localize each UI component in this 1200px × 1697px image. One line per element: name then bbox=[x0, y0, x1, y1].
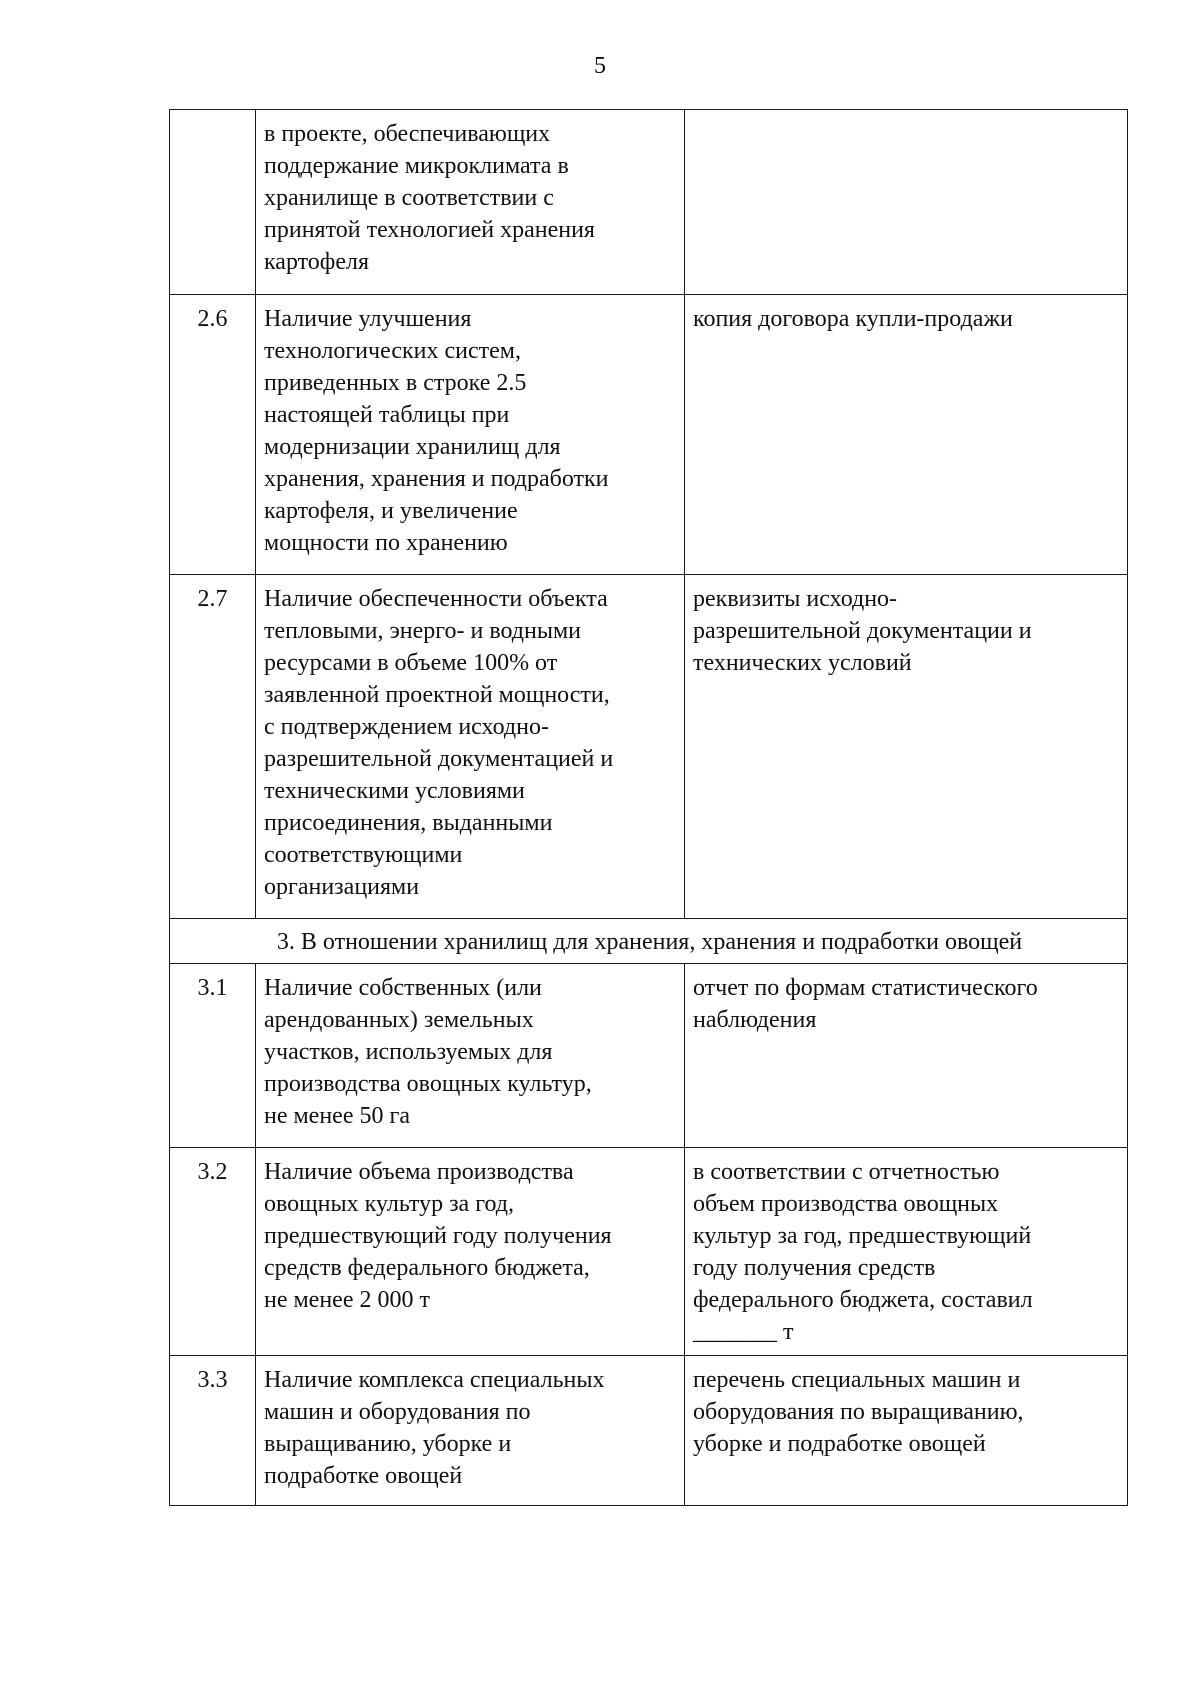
criterion-cell bbox=[256, 1148, 685, 1356]
criterion-cell bbox=[256, 964, 685, 1148]
row-number: 3.1 bbox=[197, 975, 228, 1001]
criterion-text: Наличие комплекса специальных машин и оборудования по выращиванию, уборке и подработке овощей bbox=[264, 1367, 605, 1489]
table-row bbox=[170, 295, 1128, 575]
document-text: в соответствии с отчетностью объем производства овощных культур за год, предшествующий году получения средств федерального бюджета, составил _______ т bbox=[693, 1159, 1033, 1345]
row-number: 3.2 bbox=[197, 1159, 228, 1185]
section-heading-text: 3. В отношении хранилищ для хранения, хранения и подработки овощей bbox=[276, 929, 1023, 955]
row-number: 2.6 bbox=[197, 306, 228, 332]
row-number: 2.7 bbox=[197, 586, 228, 612]
document-cell bbox=[685, 575, 1128, 919]
criterion-text: в проекте, обеспечивающих поддержание микроклимата в хранилище в соответствии с принятой технологией хранения картофеля bbox=[264, 121, 595, 275]
criterion-cell bbox=[256, 575, 685, 919]
document-cell bbox=[685, 295, 1128, 575]
document-cell bbox=[685, 1356, 1128, 1506]
criterion-text: Наличие улучшения технологических систем, приведенных в строке 2.5 настоящей таблицы при модернизации хранилищ для хранения, хранения и подработки картофеля, и увеличение мощности по хранению bbox=[264, 306, 609, 556]
table-row bbox=[170, 575, 1128, 919]
document-text: копия договора купли-продажи bbox=[693, 306, 1013, 332]
document-cell bbox=[685, 110, 1128, 295]
row-number-cell bbox=[170, 575, 256, 919]
criterion-cell bbox=[256, 1356, 685, 1506]
row-number-cell bbox=[170, 1148, 256, 1356]
table-row-continuation bbox=[170, 110, 1128, 295]
document-text: реквизиты исходно- разрешительной документации и технических условий bbox=[693, 586, 1032, 676]
criterion-text: Наличие объема производства овощных культур за год, предшествующий году получения средств федерального бюджета, не менее 2 000 т bbox=[264, 1159, 612, 1313]
row-number: 3.3 bbox=[197, 1367, 228, 1393]
requirements-table bbox=[169, 109, 1128, 1506]
criterion-text: Наличие собственных (или арендованных) земельных участков, используемых для производства овощных культур, не менее 50 га bbox=[264, 975, 592, 1129]
table-row bbox=[170, 964, 1128, 1148]
criterion-cell bbox=[256, 295, 685, 575]
document-text: отчет по формам статистического наблюдения bbox=[693, 975, 1038, 1033]
row-number-cell bbox=[170, 295, 256, 575]
table-row bbox=[170, 1356, 1128, 1506]
row-number-cell bbox=[170, 110, 256, 295]
row-number-cell bbox=[170, 964, 256, 1148]
section-heading bbox=[170, 919, 1128, 964]
document-cell bbox=[685, 1148, 1128, 1356]
criterion-cell bbox=[256, 110, 685, 295]
document-cell bbox=[685, 964, 1128, 1148]
criterion-text: Наличие обеспеченности объекта тепловыми, энерго- и водными ресурсами в объеме 100% от заявленной проектной мощности, с подтверждением исходно- разрешительной документацией и техническими условиями присоединения, выданными соответствующими организациями bbox=[264, 586, 614, 900]
document-text: перечень специальных машин и оборудования по выращиванию, уборке и подработке овощей bbox=[693, 1367, 1024, 1457]
table-row bbox=[170, 1148, 1128, 1356]
section-heading-row bbox=[170, 919, 1128, 964]
row-number-cell bbox=[170, 1356, 256, 1506]
page-number: 5 bbox=[594, 53, 606, 79]
